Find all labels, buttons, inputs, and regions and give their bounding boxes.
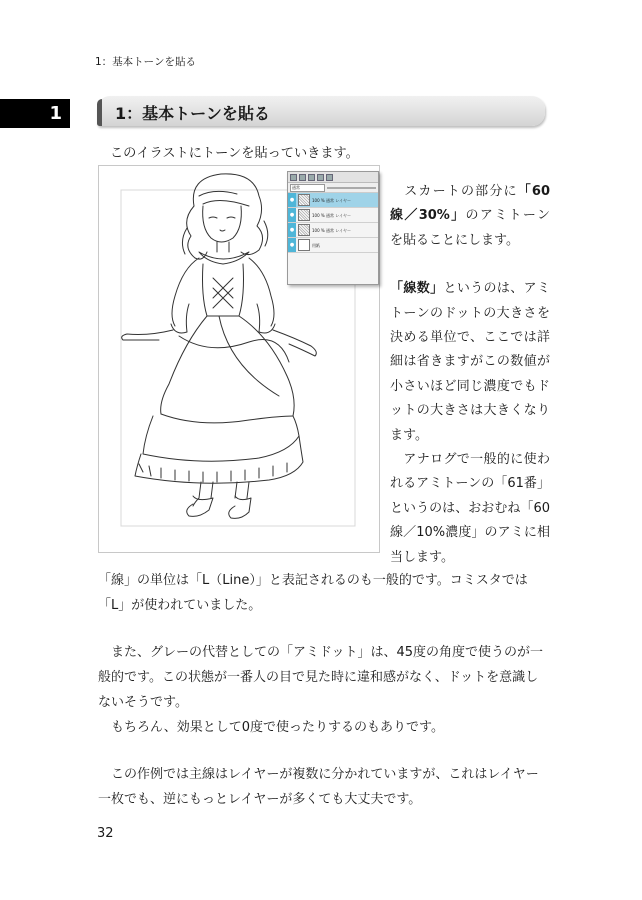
copy-layer-icon[interactable]: [308, 174, 315, 181]
layer-name: 100 % 通常 レイヤー: [312, 212, 352, 218]
eye-icon[interactable]: ●: [288, 223, 296, 237]
side-column: [390, 180, 550, 570]
layer-row[interactable]: [288, 238, 378, 253]
layer-thumbnail: [298, 224, 310, 236]
running-head: 1：基本トーンを貼る: [95, 56, 196, 68]
intro-text: このイラストにトーンを貼っていきます。: [110, 146, 359, 161]
layer-name: 100 % 通常 レイヤー: [312, 197, 352, 203]
layer-name: 100 % 通常 レイヤー: [312, 227, 352, 233]
side-text: というのは、アミトーンのドットの大きさを決める単位で、ここでは詳細は省きますがこの数値が小さいほど同じ濃度でもドットの大きさは大きくなります。: [390, 281, 550, 443]
layer-row[interactable]: [288, 223, 378, 238]
layer-panel-toolbar: [288, 172, 378, 183]
body-paragraph-3: [98, 715, 550, 740]
layer-thumbnail: [298, 194, 310, 206]
layer-thumbnail: [298, 239, 310, 251]
layer-row[interactable]: [288, 193, 378, 208]
side-text: のアミトーンを貼ることにします。: [390, 208, 550, 248]
side-paragraph-3: [390, 448, 550, 570]
body-text-span: もちろん、効果として0度で使ったりするのもありです。: [111, 720, 445, 735]
body-paragraph-1: 「線」の単位は「L（Line）」と表記されるのも一般的です。コミスタでは「L」が使われていました。: [98, 573, 528, 613]
side-emphasis: 「線数」: [390, 281, 444, 297]
section-title: 1：基本トーンを貼る: [115, 104, 270, 123]
side-paragraph-1: [390, 180, 550, 253]
chapter-tab: 1: [0, 99, 70, 128]
body-paragraph-2: [98, 640, 550, 715]
new-layer-icon[interactable]: [290, 174, 297, 181]
merge-layer-icon[interactable]: [317, 174, 324, 181]
layer-thumbnail: [298, 209, 310, 221]
layer-list-empty-area: [288, 253, 378, 273]
section-banner: [97, 96, 545, 126]
side-text: スカートの部分に: [403, 184, 518, 199]
folder-icon[interactable]: [299, 174, 306, 181]
page-number: 32: [97, 826, 114, 841]
eye-icon[interactable]: ●: [288, 193, 296, 207]
side-emphasis: 「60線／30%」: [390, 184, 550, 224]
side-text: アナログで一般的に使われるアミトーンの「61番」というのは、おおむね「60線／10%濃度」のアミに相当します。: [390, 452, 550, 565]
delete-layer-icon[interactable]: [326, 174, 333, 181]
layer-name: 用紙: [312, 242, 320, 248]
layer-panel: [287, 171, 379, 285]
eye-icon[interactable]: ●: [288, 208, 296, 222]
body-text-span: また、グレーの代替としての「アミドット」は、45度の角度で使うのが一般的です。この状態が一番人の目で見た時に違和感がなく、ドットを意識しないそうです。: [98, 645, 544, 710]
blend-mode-bar: [288, 183, 378, 193]
blend-mode-select[interactable]: 通常: [290, 184, 325, 192]
body-text: [98, 568, 550, 812]
layer-row[interactable]: [288, 208, 378, 223]
body-text-span: この作例では主線はレイヤーが複数に分かれていますが、これはレイヤー一枚でも、逆にもっとレイヤーが多くても大丈夫です。: [98, 767, 539, 807]
side-paragraph-2: [390, 277, 550, 448]
opacity-slider[interactable]: [327, 187, 376, 189]
eye-icon[interactable]: ●: [288, 238, 296, 252]
body-paragraph-4: [98, 762, 550, 812]
